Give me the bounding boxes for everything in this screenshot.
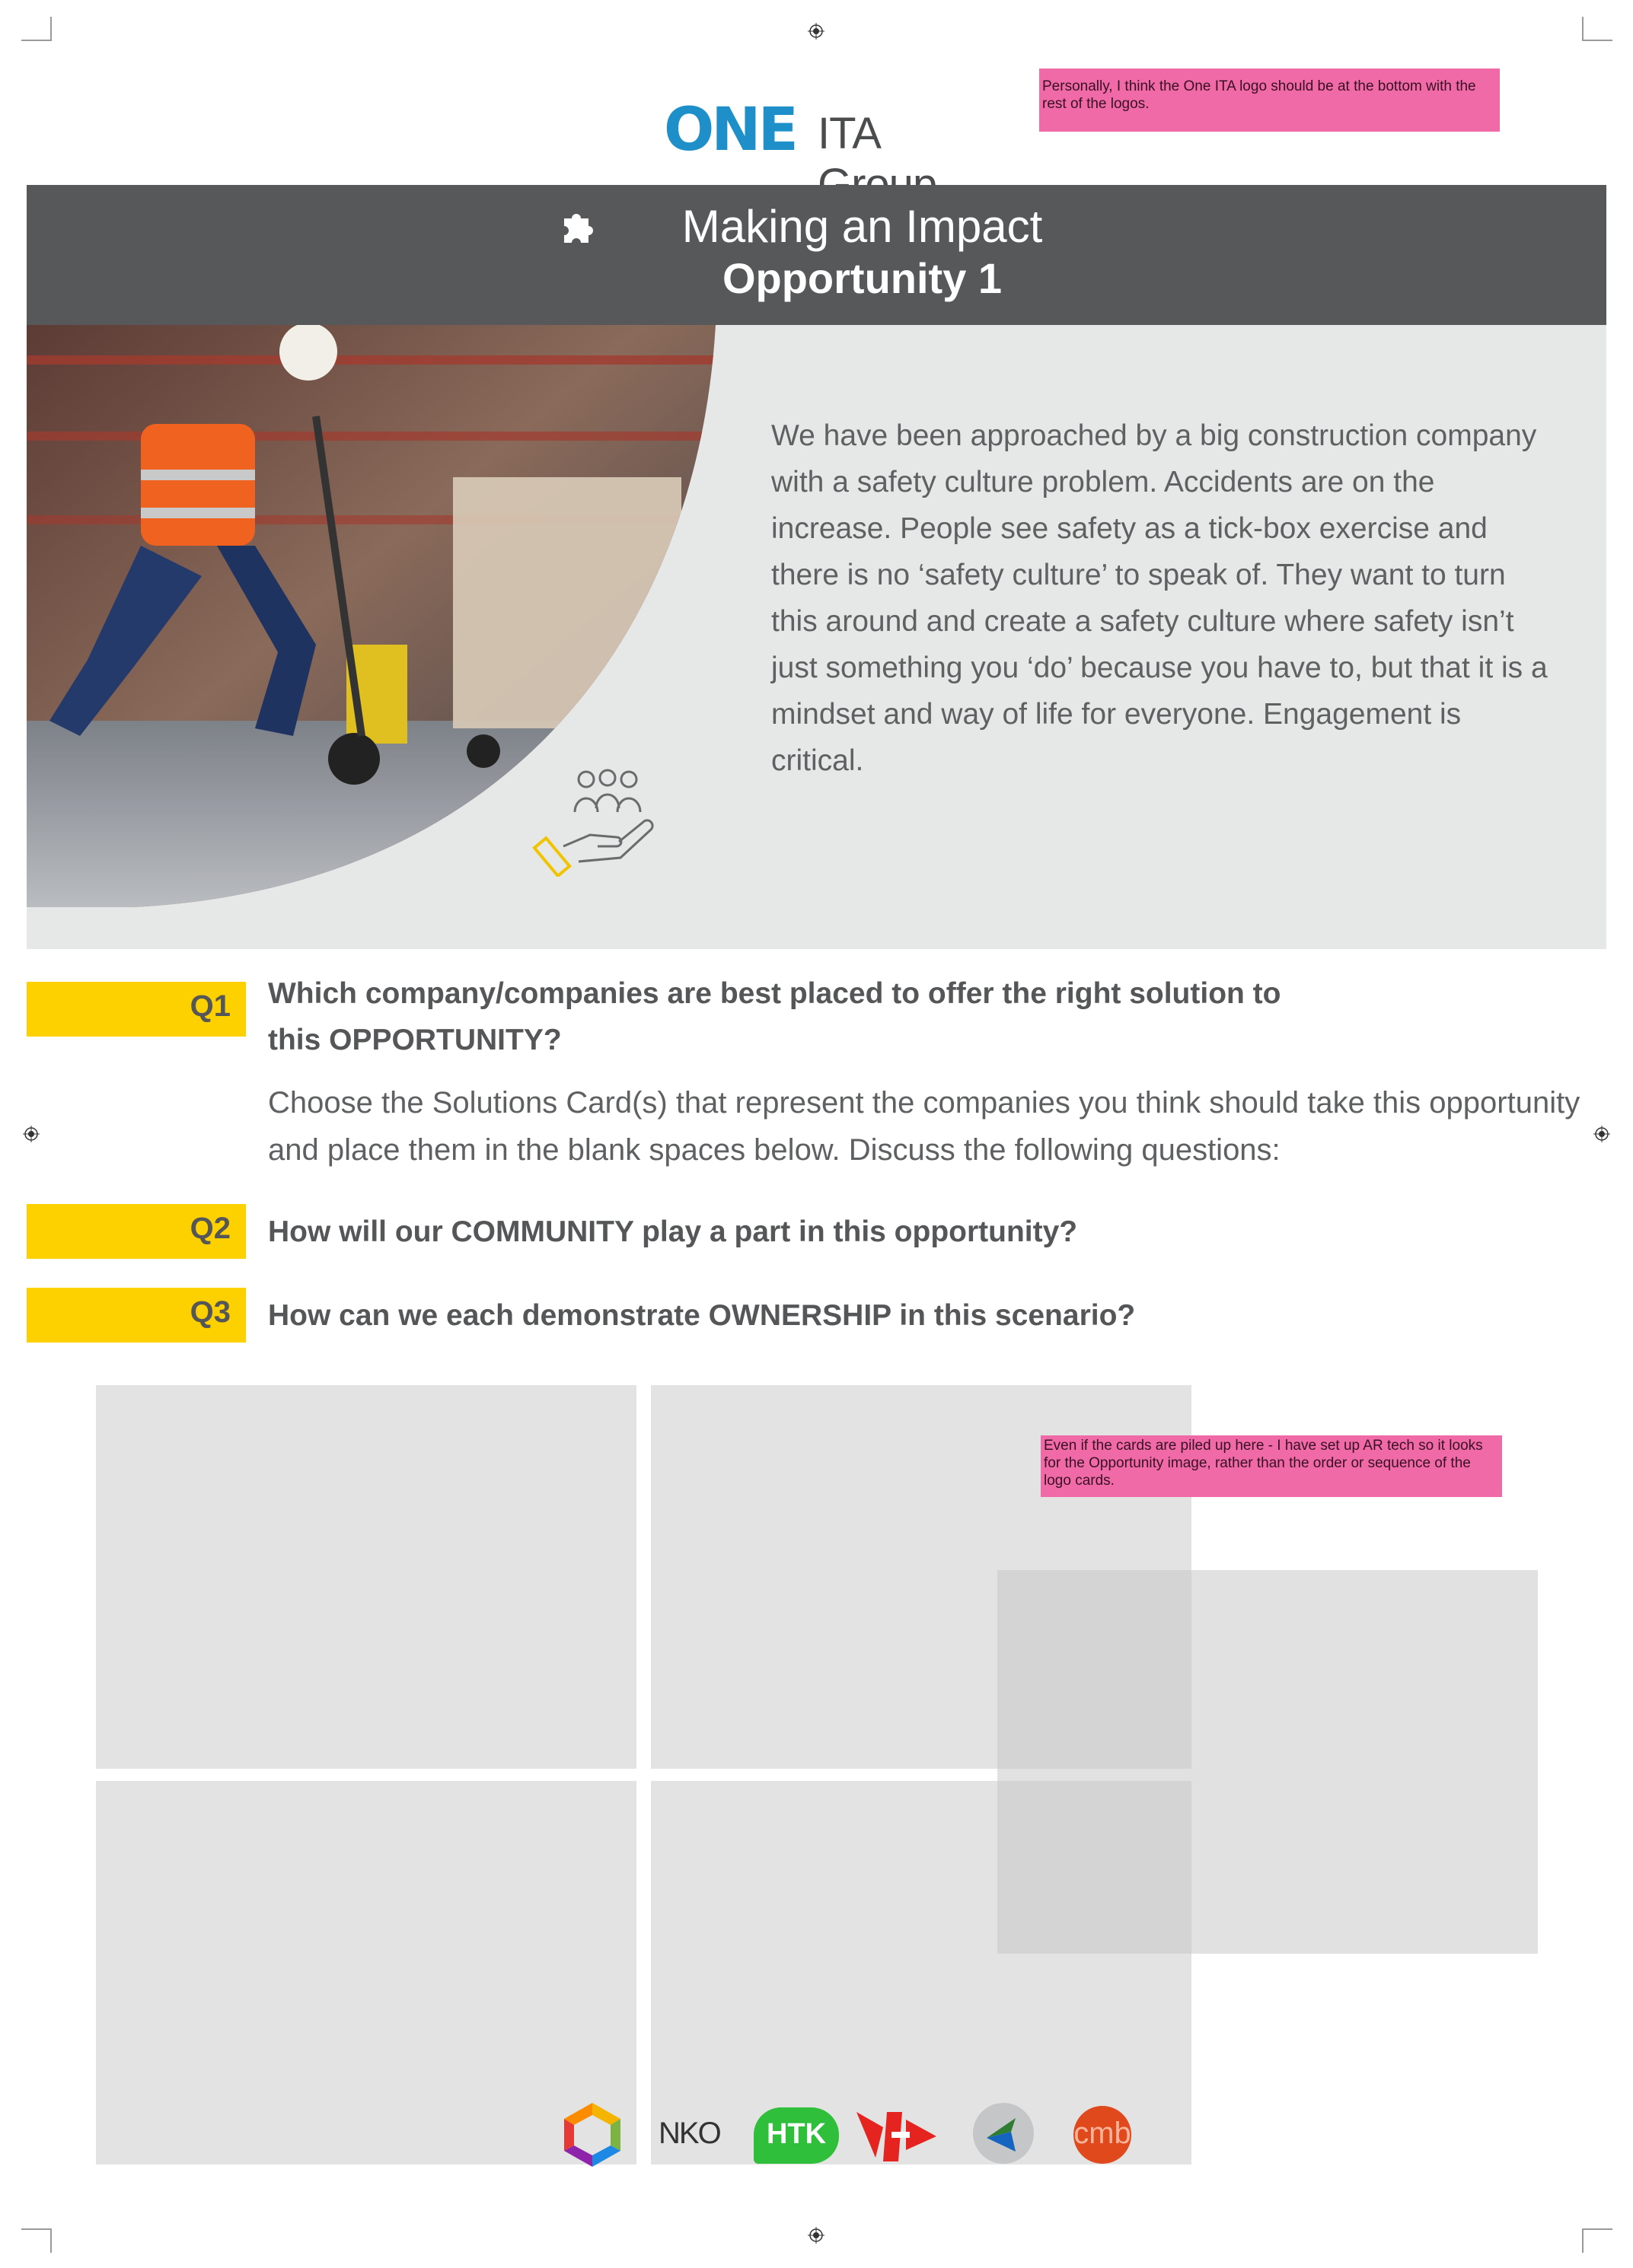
- card-slot[interactable]: [96, 1385, 636, 1769]
- htk-logo-text: HTK: [766, 2118, 827, 2150]
- crop-mark: [50, 17, 52, 41]
- question-text: How will our COMMUNITY play a part in this opportunity?: [268, 1215, 1078, 1248]
- crop-mark: [1582, 40, 1612, 41]
- logo-one-text: ONE: [664, 96, 796, 164]
- partner-logos: [548, 2097, 1157, 2173]
- cmb-logo-text: cmb: [1073, 2117, 1131, 2150]
- crop-mark: [1582, 2228, 1584, 2253]
- question-tab-q3: [27, 1288, 246, 1343]
- card-slot[interactable]: [997, 1570, 1538, 1954]
- cmb-logo: [1073, 2106, 1131, 2164]
- arrow-logo: [971, 2101, 1035, 2165]
- question-tab-q1: [27, 982, 246, 1037]
- opportunity-description: We have been approached by a big construction company with a safety culture problem. Accidents are on the increase. People see safety as a tick-box exercise and there is no ‘safety culture’ to speak of. They want to turn this around and create a safety culture where safety isn’t just something you ‘do’ because you have to, but that it is a mindset and way of life for everyone. Engagement is critical.: [771, 419, 1548, 777]
- h-logo: [856, 2104, 940, 2165]
- htk-logo: [754, 2107, 839, 2164]
- question-tab-q2: [27, 1204, 246, 1259]
- registration-mark: [23, 1126, 40, 1142]
- header-bar: [27, 185, 1606, 325]
- review-comment: Even if the cards are piled up here - I have set up AR tech so it looks for the Opportunity image, rather than the order or sequence of the logo cards.: [1041, 1435, 1502, 1497]
- community-hands-icon: [521, 763, 674, 877]
- page-title: Making an Impact: [681, 201, 1043, 252]
- one-ita-group-logo: [664, 93, 984, 164]
- crop-mark: [1582, 17, 1584, 41]
- registration-mark: [808, 23, 824, 40]
- question-label: Q3: [190, 1295, 231, 1329]
- ring-logo: [556, 2098, 629, 2171]
- crop-mark: [1582, 2228, 1612, 2230]
- crop-mark: [21, 2228, 52, 2230]
- registration-mark: [1593, 1126, 1610, 1142]
- crop-mark: [50, 2228, 52, 2253]
- crop-mark: [21, 40, 52, 41]
- question-text: How can we each demonstrate OWNERSHIP in this scenario?: [268, 1299, 1136, 1332]
- logo-group-text: ITA: [818, 109, 879, 158]
- question-text: Which company/companies are best placed to offer the right solution to this OPPORTUNITY?: [268, 977, 1281, 1056]
- question-label: Q2: [190, 1212, 231, 1245]
- question-label: Q1: [190, 989, 231, 1023]
- review-comment: Personally, I think the One ITA logo should be at the bottom with the rest of the logos.: [1039, 68, 1500, 132]
- intro-panel: [27, 325, 1606, 949]
- registration-mark: [808, 2227, 824, 2244]
- nko-logo: NKO: [659, 2117, 720, 2150]
- instructions-text: Choose the Solutions Card(s) that represent the companies you think should take this opportunity and place them in the blank spaces below. Discuss the following questions:: [268, 1086, 1580, 1167]
- page-subtitle: Opportunity 1: [722, 254, 1003, 302]
